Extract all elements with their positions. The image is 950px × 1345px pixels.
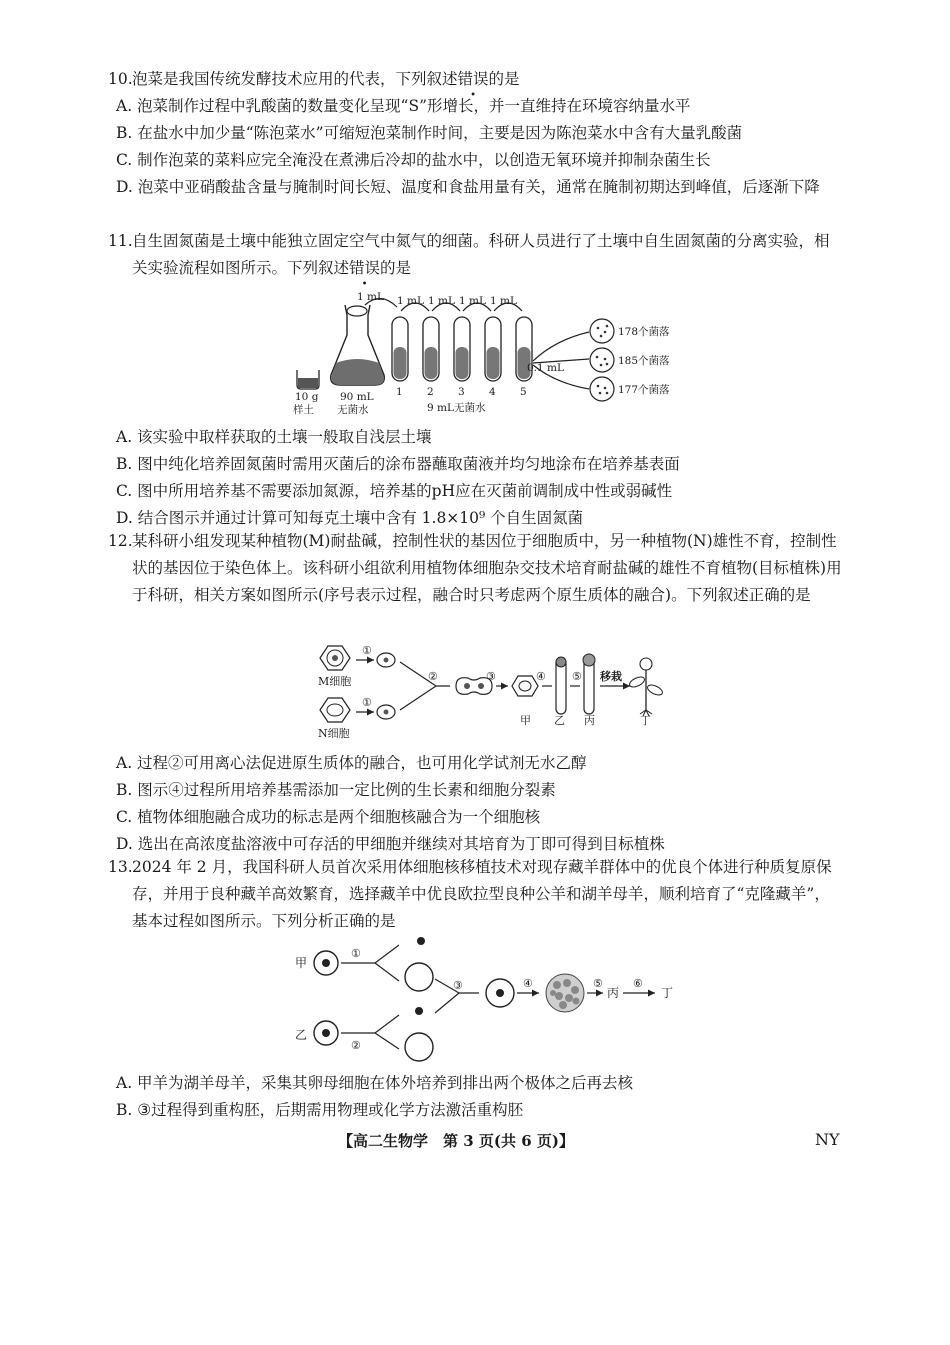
tube-1 <box>392 317 408 381</box>
svg-text:1 mL: 1 mL <box>397 295 424 307</box>
donor-nucleus <box>415 1007 423 1015</box>
question-stem: 12. 某科研小组发现某种植物(M)耐盐碱，控制性状的基因位于细胞质中，另一种植物(N)雄性不育，控制性状的基因位于染色体上。该科研小组欲利用植物体细胞杂交技术培育耐盐碱的雄性不育植物(目标植株)用于科研，相关方案如图所示(序号表示过程，融合时只考虑两个原生质体的融合)。下列叙述正确的是 <box>108 528 844 609</box>
svg-text:5: 5 <box>520 386 527 398</box>
option-b: B. ③过程得到重构胚，后期需用物理或化学方法激活重构胚 <box>116 1101 524 1119</box>
emphasis-text: 错误 <box>349 259 381 277</box>
svg-text:移栽: 移栽 <box>600 670 622 683</box>
protoplast <box>377 653 395 667</box>
exam-code: NY <box>815 1130 840 1149</box>
svg-text:⑤: ⑤ <box>593 977 603 990</box>
option-b: B. 图示④过程所用培养基需添加一定比例的生长素和细胞分裂素 <box>116 781 556 799</box>
test-tubes <box>392 317 532 381</box>
seedling-tube <box>583 654 595 714</box>
svg-text:①: ① <box>362 696 372 709</box>
svg-text:②: ② <box>428 670 438 683</box>
jia-cell <box>314 951 338 975</box>
svg-text:N细胞: N细胞 <box>318 727 350 740</box>
svg-text:丙: 丙 <box>607 986 620 1000</box>
svg-text:④: ④ <box>536 670 546 683</box>
svg-text:样土: 样土 <box>293 404 314 416</box>
question-11-options <box>108 424 824 532</box>
enucleated-oocyte <box>405 963 433 991</box>
question-12 <box>108 528 844 609</box>
petri-dish <box>590 377 614 401</box>
soil-sample-beaker <box>297 370 319 389</box>
svg-text:0.1 mL: 0.1 mL <box>527 362 564 374</box>
emphasis-text: 错误 <box>457 70 489 88</box>
svg-text:90 mL: 90 mL <box>340 391 374 403</box>
petri-dish <box>590 348 614 372</box>
question-stem: 10. 泡菜是我国传统发酵技术应用的代表，下列叙述错误的是 <box>108 66 844 93</box>
svg-text:2: 2 <box>427 386 434 398</box>
question-12-options <box>108 750 824 858</box>
question-number: 11. <box>108 232 133 250</box>
svg-text:177个菌落: 177个菌落 <box>618 384 670 396</box>
svg-text:1 mL: 1 mL <box>428 295 455 307</box>
removed-nucleus <box>417 937 425 945</box>
svg-text:⑤: ⑤ <box>572 670 582 683</box>
yi-cell <box>314 1021 338 1045</box>
tube-2 <box>423 317 439 381</box>
question-stem: 11. 自生固氮菌是土壤中能独立固定空气中氮气的细菌。科研人员进行了土壤中自生固氮菌的分离实验，相关实验流程如图所示。下列叙述错误的是 <box>108 228 844 282</box>
reconstructed-embryo <box>486 979 514 1007</box>
question-13 <box>108 854 844 935</box>
svg-text:M细胞: M细胞 <box>318 675 352 688</box>
dilution-plating-figure <box>285 285 725 420</box>
page-info: 【高二生物学 第 3 页(共 6 页)】 <box>338 1132 574 1150</box>
svg-text:3: 3 <box>458 386 465 398</box>
svg-text:丁: 丁 <box>661 986 674 1000</box>
svg-text:丙: 丙 <box>584 714 595 727</box>
svg-text:9 mL无菌水: 9 mL无菌水 <box>427 402 486 414</box>
option-c: C. 图中所用培养基不需要添加氮源，培养基的pH应在灭菌前调制成中性或弱碱性 <box>116 482 673 500</box>
somatic-cell <box>405 1033 433 1061</box>
option-a: A. 过程②可用离心法促进原生质体的融合，也可用化学试剂无水乙醇 <box>116 754 587 772</box>
svg-text:4: 4 <box>489 386 496 398</box>
option-d: D. 选出在高浓度盐溶液中可存活的甲细胞并继续对其培育为丁即可得到目标植株 <box>116 835 665 853</box>
option-a: A. 该实验中取样获取的土壤一般取自浅层土壤 <box>116 428 432 446</box>
somatic-hybridization-figure <box>310 640 680 740</box>
svg-text:1: 1 <box>396 386 403 398</box>
question-11 <box>108 228 844 282</box>
question-number: 10. <box>108 70 133 88</box>
svg-text:1 mL: 1 mL <box>357 291 384 303</box>
svg-text:1 mL: 1 mL <box>459 295 486 307</box>
option-a: A. 甲羊为湖羊母羊，采集其卵母细胞在体外培养到排出两个极体之后再去核 <box>116 1074 634 1092</box>
svg-text:②: ② <box>351 1039 361 1052</box>
petri-dish <box>590 319 614 343</box>
question-number: 13. <box>108 858 133 876</box>
svg-text:10 g: 10 g <box>295 391 319 403</box>
svg-text:③: ③ <box>453 979 463 992</box>
option-c: C. 制作泡菜的菜料应完全淹没在煮沸后冷却的盐水中，以创造无氧环境并抑制杂菌生长 <box>116 151 711 169</box>
callus-tube <box>556 657 566 714</box>
svg-text:④: ④ <box>523 977 533 990</box>
svg-text:⑥: ⑥ <box>633 977 643 990</box>
svg-text:甲: 甲 <box>295 956 308 970</box>
nuclear-transfer-figure <box>295 935 685 1065</box>
svg-text:丁: 丁 <box>640 714 651 727</box>
option-b: B. 图中纯化培养固氮菌时需用灭菌后的涂布器蘸取菌液并均匀地涂布在培养基表面 <box>116 455 680 473</box>
svg-text:①: ① <box>351 947 361 960</box>
tube-3 <box>454 317 470 381</box>
flask <box>331 305 385 385</box>
protoplast <box>377 705 395 719</box>
svg-text:1 mL: 1 mL <box>490 295 517 307</box>
m-cell <box>320 646 350 670</box>
option-a: A. 泡菜制作过程中乳酸菌的数量变化呈现“S”形增长，并一直维持在环境容纳量水平 <box>116 97 691 115</box>
option-d: D. 泡菜中亚硝酸盐含量与腌制时间长短、温度和食盐用量有关，通常在腌制初期达到峰值，后逐渐下降 <box>116 178 820 196</box>
svg-text:乙: 乙 <box>554 714 565 727</box>
option-d: D. 结合图示并通过计算可知每克土壤中含有 1.8×10⁹ 个自生固氮菌 <box>116 509 584 527</box>
n-cell <box>320 698 350 722</box>
question-number: 12. <box>108 532 133 550</box>
svg-text:乙: 乙 <box>295 1028 308 1042</box>
option-b: B. 在盐水中加少量“陈泡菜水”可缩短泡菜制作时间，主要是因为陈泡菜水中含有大量乳酸菌 <box>116 124 743 142</box>
question-stem: 13. 2024 年 2 月，我国科研人员首次采用体细胞核移植技术对现存藏羊群体中的优良个体进行种质复原保存，并用于良种藏羊高效繁育，选择藏羊中优良欧拉型良种公羊和湖羊母羊，顺利培育了“克隆藏羊”，基本过程如图所示。下列分析正确的是 <box>108 854 844 935</box>
svg-text:①: ① <box>362 644 372 657</box>
svg-text:甲: 甲 <box>520 714 531 727</box>
blastocyst <box>546 974 584 1012</box>
svg-text:178个菌落: 178个菌落 <box>618 326 670 338</box>
question-13-options <box>108 1070 824 1124</box>
svg-text:③: ③ <box>486 670 496 683</box>
question-10 <box>108 66 844 201</box>
plant <box>628 658 664 716</box>
svg-text:无菌水: 无菌水 <box>337 404 369 416</box>
svg-text:185个菌落: 185个菌落 <box>618 355 670 367</box>
option-c: C. 植物体细胞融合成功的标志是两个细胞核融合为一个细胞核 <box>116 808 541 826</box>
hybrid-cell <box>512 676 538 696</box>
tube-4 <box>485 317 501 381</box>
